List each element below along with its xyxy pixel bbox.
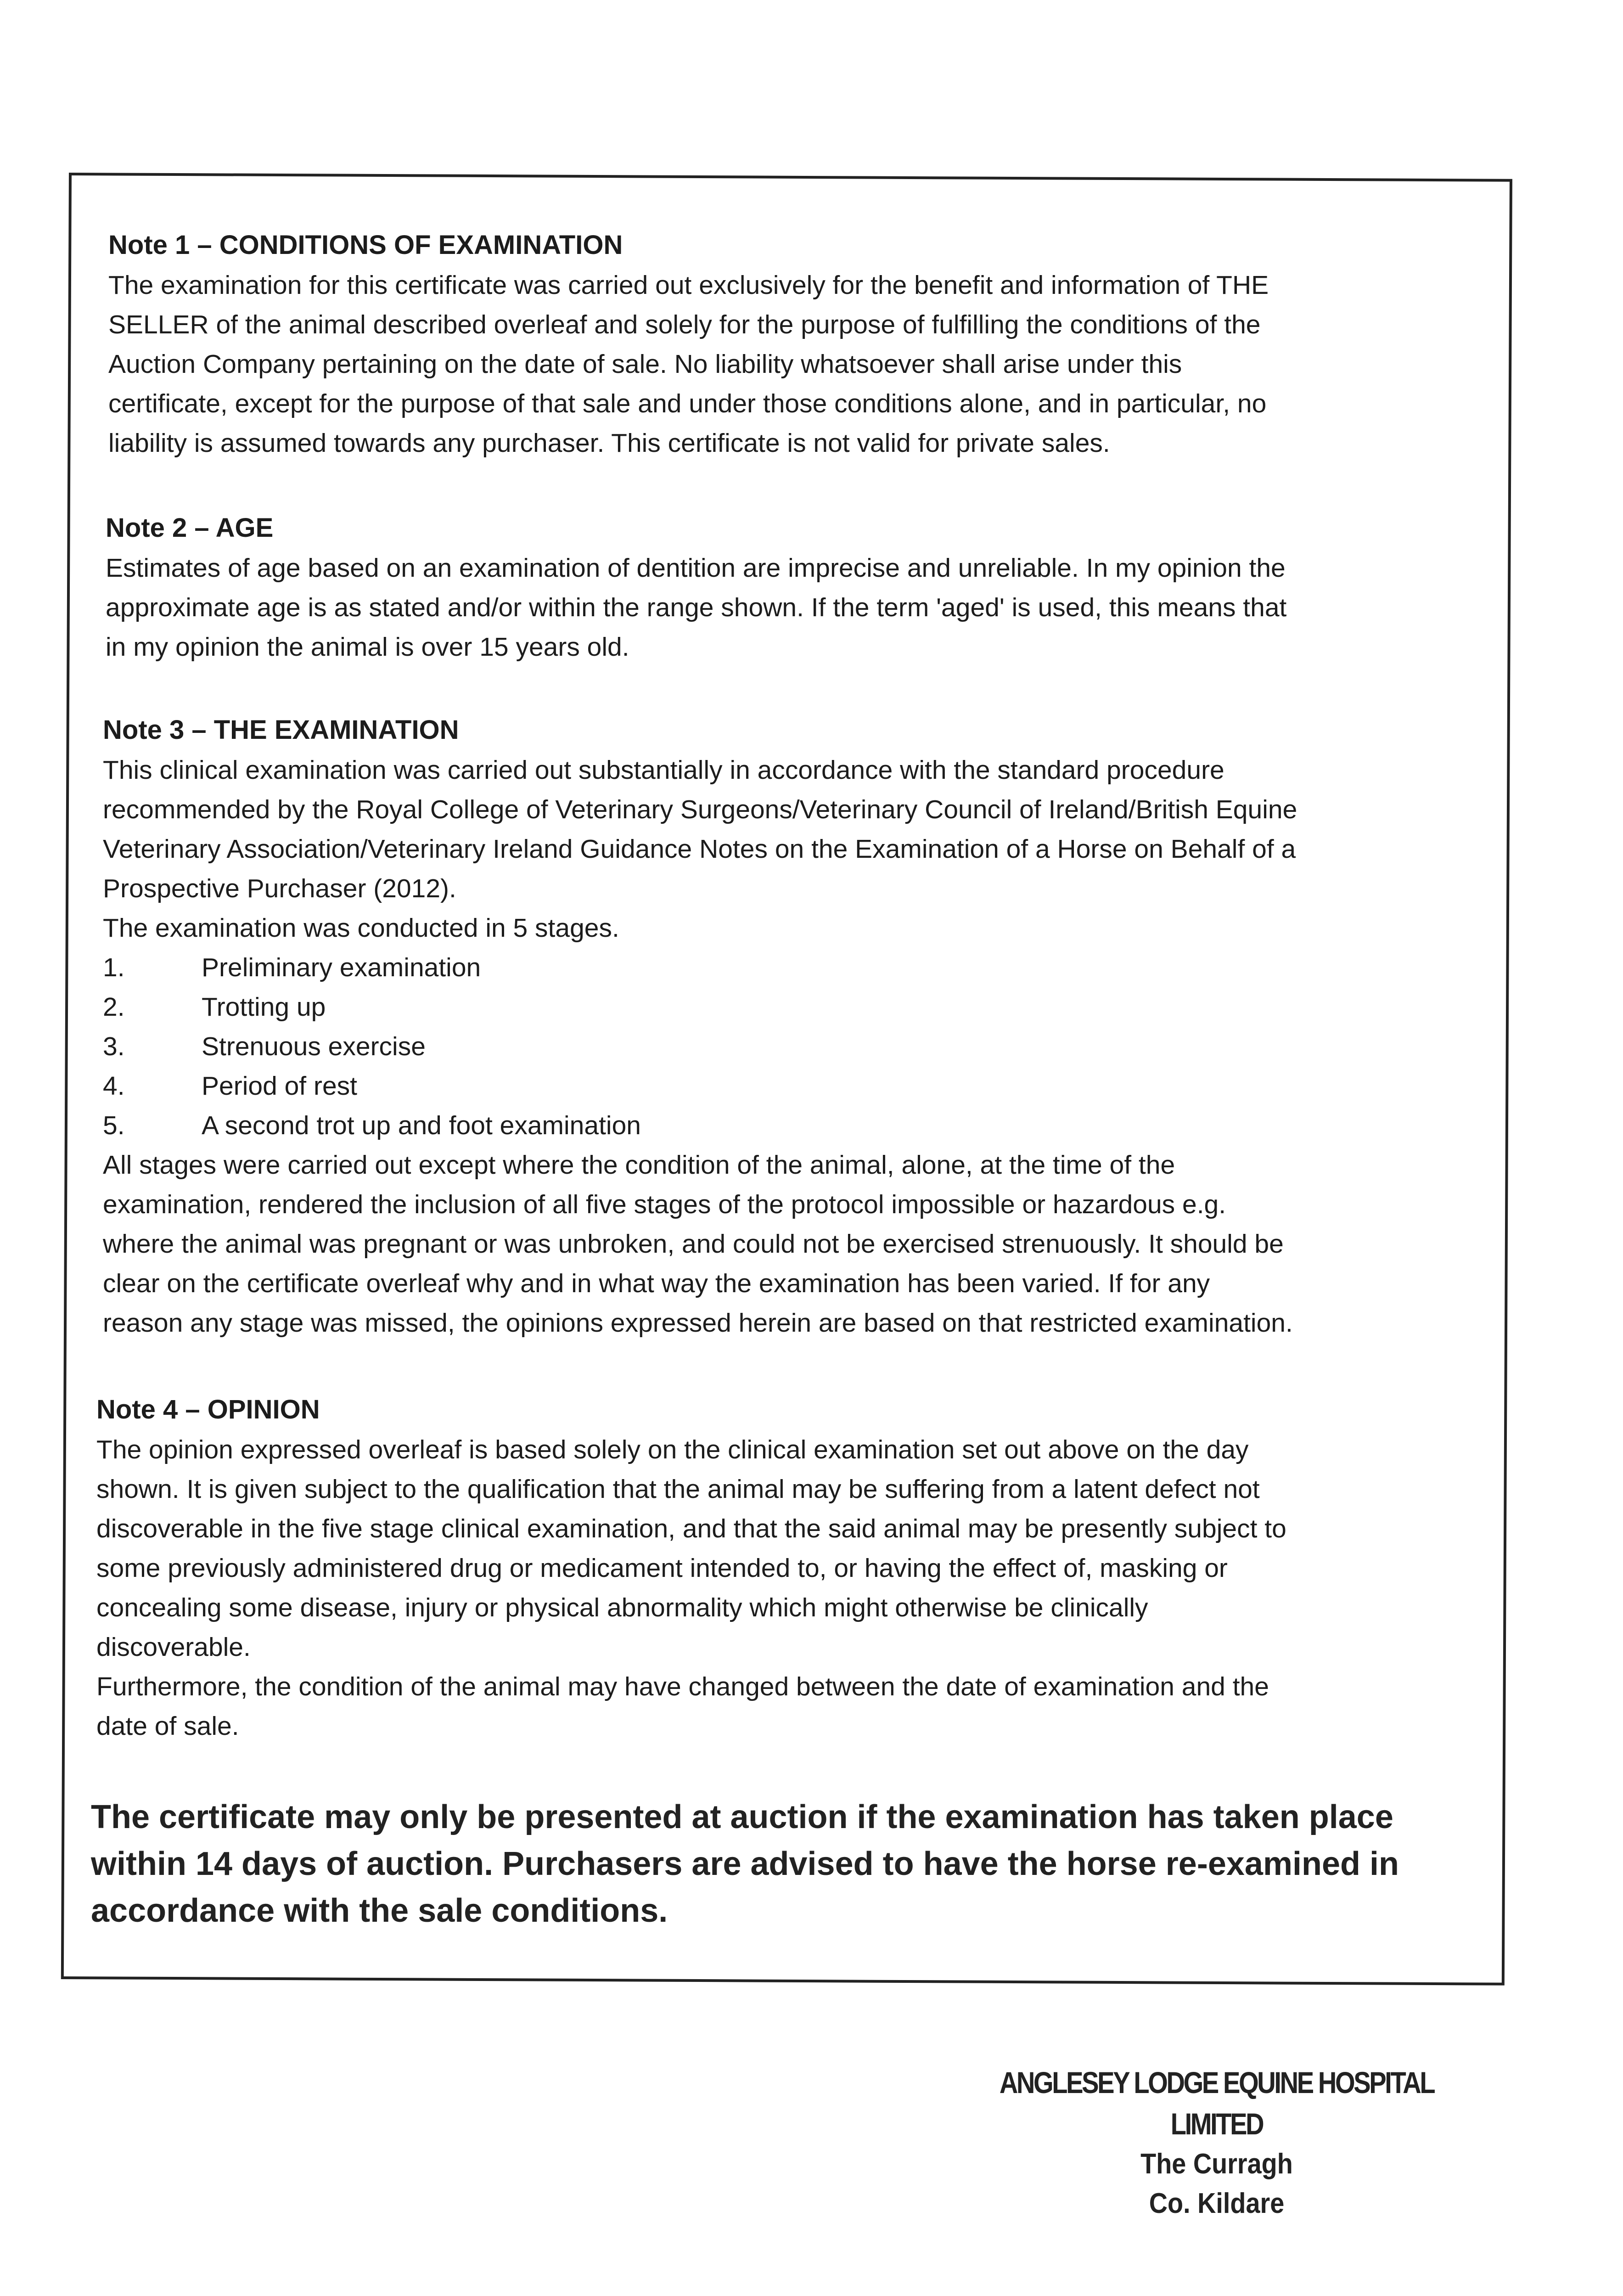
body-line: in my opinion the animal is over 15 years old. [106, 632, 629, 662]
note-body [108, 265, 1495, 463]
body-line: The opinion expressed overleaf is based solely on the clinical examination set out above on the day [96, 1435, 1249, 1464]
body-line: shown. It is given subject to the qualification that the animal may be suffering from a latent defect not [96, 1474, 1260, 1504]
body-line: examination, rendered the inclusion of all five stages of the protocol impossible or hazardous e.g. [103, 1190, 1226, 1219]
note-2 [106, 508, 1492, 667]
body-line: clear on the certificate overleaf why and in what way the examination has been varied. If for any [103, 1269, 1210, 1298]
stage-text: Period of rest [202, 1071, 357, 1101]
body-line: Prospective Purchaser (2012). [103, 874, 456, 903]
body-line: Furthermore, the condition of the animal may have changed between the date of examination and the [96, 1672, 1269, 1701]
note-body [103, 750, 1489, 948]
stage-item [103, 987, 1489, 1027]
stage-text: A second trot up and foot examination [202, 1111, 641, 1140]
stage-number: 5. [103, 1111, 125, 1140]
body-line: some previously administered drug or medicament intended to, or having the effect of, masking or [96, 1553, 1228, 1583]
note-body [96, 1430, 1483, 1746]
address-line: The Curragh [1140, 2148, 1293, 2180]
final-notice-line: accordance with the sale conditions. [91, 1892, 668, 1929]
address-line: Co. Kildare [1149, 2188, 1285, 2219]
final-notice [91, 1794, 1477, 1934]
body-line: concealing some disease, injury or physical abnormality which might otherwise be clinically [96, 1593, 1148, 1622]
body-line: All stages were carried out except where the condition of the animal, alone, at the time of the [103, 1150, 1175, 1180]
stage-item [103, 1106, 1489, 1145]
note-heading: Note 1 – CONDITIONS OF EXAMINATION [108, 230, 623, 260]
note-heading: Note 4 – OPINION [96, 1395, 320, 1424]
body-line: liability is assumed towards any purchaser. This certificate is not valid for private sales. [108, 428, 1110, 458]
body-line: date of sale. [96, 1711, 239, 1741]
stage-text: Strenuous exercise [202, 1032, 426, 1061]
stage-item [103, 948, 1489, 987]
stage-number: 3. [103, 1032, 125, 1061]
body-line: This clinical examination was carried out substantially in accordance with the standard procedure [103, 755, 1224, 785]
final-notice-line: The certificate may only be presented at auction if the examination has taken place [91, 1799, 1393, 1835]
body-line: SELLER of the animal described overleaf and solely for the purpose of fulfilling the conditions of the [108, 310, 1261, 339]
stage-number: 1. [103, 953, 125, 982]
company-name: ANGLESEY LODGE EQUINE HOSPITAL LIMITED [999, 2065, 1434, 2141]
note-4 [96, 1390, 1483, 1746]
body-line: discoverable. [96, 1632, 251, 1662]
final-notice-line: within 14 days of auction. Purchasers are advised to have the horse re-examined in [91, 1846, 1399, 1882]
hospital-footer [946, 2062, 1488, 2223]
stage-number: 4. [103, 1071, 125, 1101]
stage-item [103, 1066, 1489, 1106]
stage-item [103, 1027, 1489, 1066]
body-line: reason any stage was missed, the opinions expressed herein are based on that restricted examination. [103, 1308, 1293, 1338]
body-line: where the animal was pregnant or was unbroken, and could not be exercised strenuously. It should be [103, 1229, 1284, 1259]
body-line: The examination for this certificate was carried out exclusively for the benefit and information of THE [108, 270, 1269, 300]
stage-text: Preliminary examination [202, 953, 481, 982]
body-line: Estimates of age based on an examination of dentition are imprecise and unreliable. In my opinion the [106, 553, 1286, 583]
note-body [103, 1145, 1489, 1343]
body-line: The examination was conducted in 5 stages. [103, 913, 619, 943]
note-3 [103, 710, 1489, 1343]
note-body [106, 548, 1492, 667]
note-1 [108, 225, 1495, 463]
body-line: recommended by the Royal College of Veterinary Surgeons/Veterinary Council of Ireland/British Equine [103, 795, 1297, 824]
stage-number: 2. [103, 992, 125, 1022]
body-line: discoverable in the five stage clinical examination, and that the said animal may be presently subject to [96, 1514, 1286, 1543]
stage-text: Trotting up [202, 992, 326, 1022]
body-line: certificate, except for the purpose of that sale and under those conditions alone, and in particular, no [108, 389, 1267, 418]
stages-list [103, 948, 1489, 1145]
note-heading: Note 3 – THE EXAMINATION [103, 715, 459, 745]
body-line: Auction Company pertaining on the date of sale. No liability whatsoever shall arise under this [108, 349, 1182, 379]
note-heading: Note 2 – AGE [106, 513, 274, 543]
body-line: Veterinary Association/Veterinary Ireland Guidance Notes on the Examination of a Horse on Behalf of a [103, 834, 1296, 864]
body-line: approximate age is as stated and/or within the range shown. If the term 'aged' is used, this means that [106, 593, 1287, 622]
